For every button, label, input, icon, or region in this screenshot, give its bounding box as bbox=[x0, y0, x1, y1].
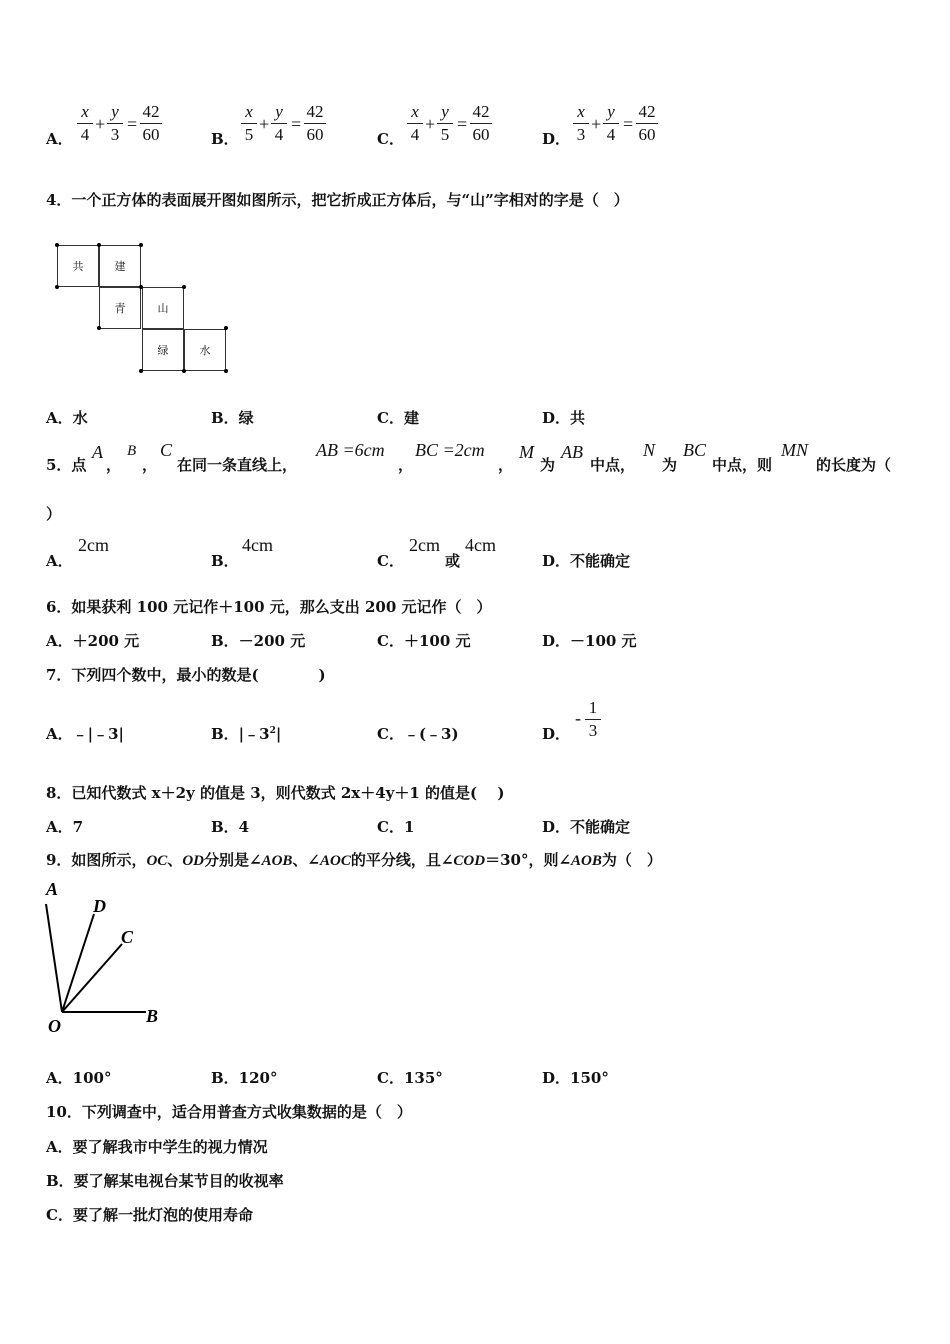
vertex-dot bbox=[97, 326, 101, 330]
q5-text: 中点，则 bbox=[712, 456, 773, 474]
q10-option-b: B．要了解某电视台某节目的收视率 bbox=[46, 1172, 284, 1190]
q7-option-b: B．$|﹣3^2|$ bbox=[211, 725, 282, 743]
q8-option-d: D．不能确定 bbox=[542, 818, 631, 836]
q5-text: ， bbox=[398, 456, 414, 474]
vertex-dot bbox=[55, 243, 59, 247]
angle-figure bbox=[40, 878, 170, 1038]
point-c: C bbox=[160, 440, 173, 460]
equals-sign: = bbox=[457, 114, 468, 134]
q6-option-a: A．＋200 元 bbox=[46, 632, 140, 650]
q8-option-c: C．1 bbox=[377, 818, 415, 836]
ray-oa bbox=[46, 904, 62, 1012]
minus-sign: - bbox=[575, 708, 581, 728]
ray-oc bbox=[62, 944, 122, 1012]
q8-stem: 8．已知代数式 x＋2y 的值是 3，则代数式 2x＋4y＋1 的值是( ) bbox=[46, 784, 505, 802]
vertex-dot bbox=[139, 369, 143, 373]
q4-option-d: D．共 bbox=[542, 409, 586, 427]
segment-bc: BC bbox=[683, 440, 707, 460]
cube-cell: 山 bbox=[142, 287, 184, 329]
q5-option-c-or: 或 bbox=[445, 552, 461, 570]
q7-option-d-fraction: 1 3 bbox=[585, 698, 601, 741]
q3-option-c-label: C． bbox=[377, 130, 404, 148]
label-b: B bbox=[146, 1006, 159, 1026]
q9-option-a: A．100° bbox=[46, 1069, 112, 1087]
q10-option-c: C．要了解一批灯泡的使用寿命 bbox=[46, 1206, 253, 1224]
q5-option-b-value: 4cm bbox=[242, 535, 273, 555]
cube-cell: 青 bbox=[99, 287, 141, 329]
point-n: N bbox=[643, 440, 656, 460]
q5-text: ） bbox=[46, 505, 62, 523]
label-c: C bbox=[121, 927, 134, 947]
q7-option-c: C．﹣(﹣3) bbox=[377, 725, 459, 743]
plus-sign: + bbox=[259, 114, 270, 134]
q3-option-a-label: A． bbox=[46, 130, 73, 148]
q3-a-frac3: 42 60 bbox=[140, 102, 162, 145]
cube-cell: 绿 bbox=[142, 329, 184, 371]
vertex-dot bbox=[55, 285, 59, 289]
q5-text: 为 bbox=[540, 456, 556, 474]
q8-option-a: A．7 bbox=[46, 818, 84, 836]
point-m: M bbox=[519, 442, 534, 462]
q3-option-d-label: D． bbox=[542, 130, 571, 148]
q5-option-b-label: B． bbox=[211, 552, 239, 570]
q3-c-frac3: 42 60 bbox=[470, 102, 492, 145]
q9-option-b: B．120° bbox=[211, 1069, 278, 1087]
vertex-dot bbox=[139, 285, 143, 289]
q5-option-d: D．不能确定 bbox=[542, 552, 631, 570]
label-o: O bbox=[48, 1016, 61, 1036]
q8-option-b: B．4 bbox=[211, 818, 250, 836]
q4-option-b: B．绿 bbox=[211, 409, 254, 427]
ab-length: AB =6cm bbox=[316, 440, 385, 460]
q7-stem: 7．下列四个数中，最小的数是( ) bbox=[46, 666, 326, 684]
equals-sign: = bbox=[127, 114, 138, 134]
q5-text: 在同一条直线上， bbox=[177, 456, 298, 474]
q5-option-c-value2: 4cm bbox=[465, 535, 496, 555]
q4-option-c: C．建 bbox=[377, 409, 419, 427]
q5-option-c-value1: 2cm bbox=[409, 535, 440, 555]
cube-cell: 建 bbox=[99, 245, 141, 287]
cube-cell: 水 bbox=[184, 329, 226, 371]
bc-length: BC =2cm bbox=[415, 440, 485, 460]
segment-mn: MN bbox=[781, 440, 808, 460]
q5-text: 为 bbox=[662, 456, 678, 474]
plus-sign: + bbox=[591, 114, 602, 134]
q9-option-d: D．150° bbox=[542, 1069, 609, 1087]
vertex-dot bbox=[97, 243, 101, 247]
q10-option-a: A．要了解我市中学生的视力情况 bbox=[46, 1138, 268, 1156]
vertex-dot bbox=[182, 285, 186, 289]
vertex-dot bbox=[224, 369, 228, 373]
q5-option-c-label: C． bbox=[377, 552, 404, 570]
vertex-dot bbox=[139, 243, 143, 247]
point-a: A bbox=[92, 442, 103, 462]
q6-option-b: B．－200 元 bbox=[211, 632, 306, 650]
q10-stem: 10．下列调查中，适合用普查方式收集数据的是（ ） bbox=[46, 1103, 412, 1121]
equals-sign: = bbox=[623, 114, 634, 134]
q9-option-c: C．135° bbox=[377, 1069, 443, 1087]
plus-sign: + bbox=[95, 114, 106, 134]
plus-sign: + bbox=[425, 114, 436, 134]
q3-option-b-label: B． bbox=[211, 130, 239, 148]
q6-option-d: D．－100 元 bbox=[542, 632, 637, 650]
q9-stem: 9．如图所示，OC、OD分别是∠AOB、∠AOC的平分线，且∠COD＝30°，则∠AOB为（ ） bbox=[46, 851, 662, 869]
q5-option-a-label: A． bbox=[46, 552, 73, 570]
q5-text: 的长度为（ bbox=[816, 456, 892, 474]
q3-d-frac1: x 3 bbox=[573, 102, 589, 145]
q3-b-frac2: y 4 bbox=[271, 102, 287, 145]
q4-stem: 4．一个正方体的表面展开图如图所示，把它折成正方体后，与“山”字相对的字是（ ） bbox=[46, 191, 629, 209]
q5-text: ， bbox=[142, 456, 158, 474]
q4-option-a: A．水 bbox=[46, 409, 88, 427]
q3-c-frac2: y 5 bbox=[437, 102, 453, 145]
q5-text: 5．点 bbox=[46, 456, 87, 474]
q3-a-frac1: x 4 bbox=[77, 102, 93, 145]
q5-text: ， bbox=[106, 456, 122, 474]
ray-od bbox=[62, 914, 94, 1012]
segment-ab: AB bbox=[561, 442, 583, 462]
q7-option-d-label: D． bbox=[542, 725, 571, 743]
cube-cell: 共 bbox=[57, 245, 99, 287]
q3-a-frac2: y 3 bbox=[107, 102, 123, 145]
vertex-dot bbox=[224, 326, 228, 330]
q6-option-c: C．＋100 元 bbox=[377, 632, 471, 650]
q5-text: 中点， bbox=[590, 456, 636, 474]
q3-d-frac2: y 4 bbox=[603, 102, 619, 145]
q3-b-frac3: 42 60 bbox=[304, 102, 326, 145]
point-b: B bbox=[127, 443, 137, 459]
label-d: D bbox=[93, 896, 106, 916]
q3-d-frac3: 42 60 bbox=[636, 102, 658, 145]
q6-stem: 6．如果获利 100 元记作＋100 元，那么支出 200 元记作（ ） bbox=[46, 598, 492, 616]
vertex-dot bbox=[182, 369, 186, 373]
q3-c-frac1: x 4 bbox=[407, 102, 423, 145]
q5-text: ， bbox=[498, 456, 514, 474]
q5-option-a-value: 2cm bbox=[78, 535, 109, 555]
q7-option-a: A．﹣|﹣3| bbox=[46, 725, 124, 743]
label-a: A bbox=[46, 879, 59, 899]
q3-b-frac1: x 5 bbox=[241, 102, 257, 145]
equals-sign: = bbox=[291, 114, 302, 134]
